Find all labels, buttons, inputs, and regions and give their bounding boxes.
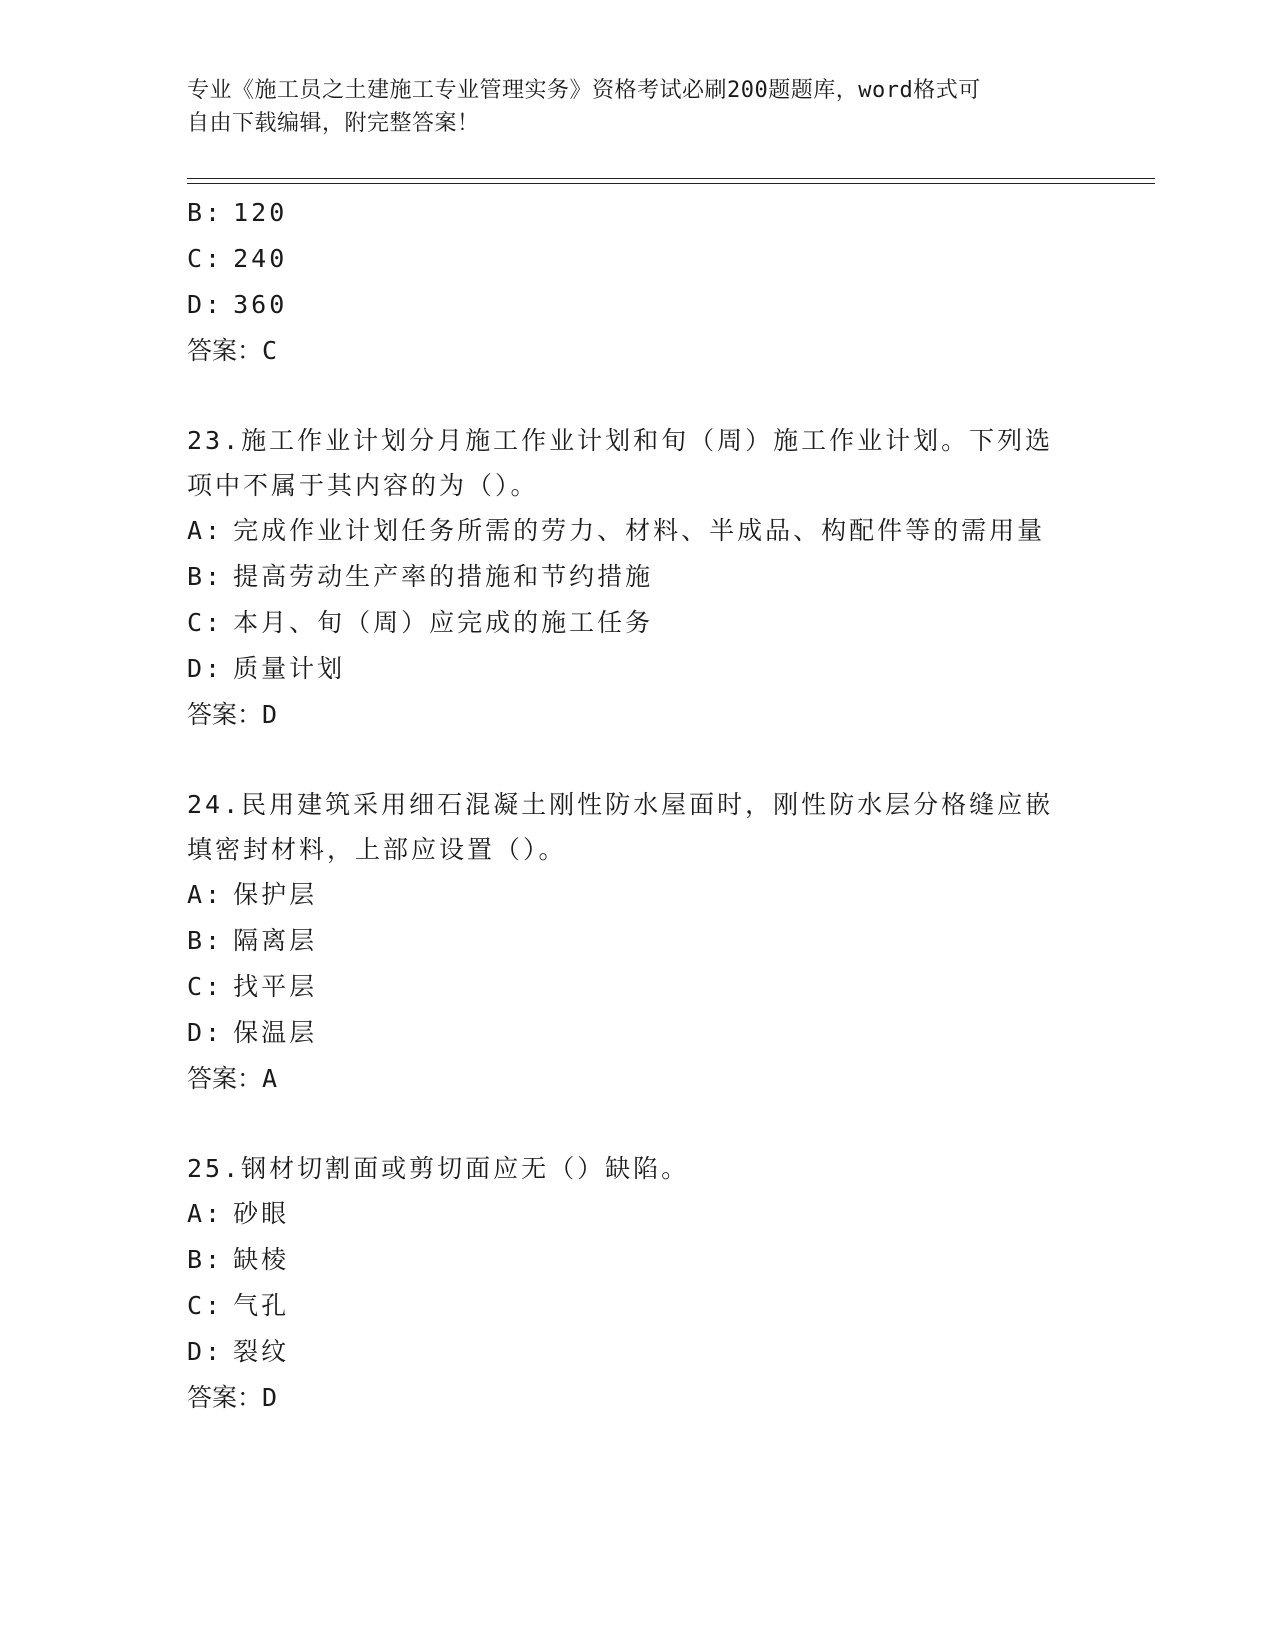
option-text: 本月、旬（周）应完成的施工任务 [233,608,654,637]
option-a [187,508,1087,554]
question-stem-line-2: 填密封材料，上部应设置（）。 [187,835,567,864]
option-key: B: [187,926,224,955]
question-23 [187,418,1087,738]
answer-label: 答案： [187,1064,263,1093]
answer-value: D [262,1383,278,1412]
question-content [187,190,1087,1421]
answer-value: A [262,1064,278,1093]
option-c [187,600,1087,646]
answer-label: 答案： [187,1383,263,1412]
option-c [187,236,1087,282]
question-stem-line-1: 23.施工作业计划分月施工作业计划和旬（周）施工作业计划。下列选 [187,426,1054,455]
answer-value: C [262,336,278,365]
option-text: 完成作业计划任务所需的劳力、材料、半成品、构配件等的需用量 [233,516,1046,545]
option-key: C: [187,608,224,637]
answer-line [187,1375,1087,1421]
option-key: C: [187,1291,224,1320]
option-text: 360 [233,290,288,319]
option-text: 气孔 [233,1291,290,1320]
option-text: 质量计划 [233,654,346,683]
option-key: A: [187,1199,224,1228]
option-key: D: [187,1018,224,1047]
option-text: 保温层 [233,1018,318,1047]
option-text: 裂纹 [233,1337,290,1366]
option-key: D: [187,654,224,683]
option-key: B: [187,198,224,227]
question-stem-line-1: 24.民用建筑采用细石混凝土刚性防水屋面时，刚性防水层分格缝应嵌 [187,790,1054,819]
option-b [187,1237,1087,1283]
option-key: A: [187,516,224,545]
option-key: B: [187,562,224,591]
option-text: 120 [233,198,288,227]
answer-line [187,1056,1087,1102]
header-divider-top [187,178,1155,179]
answer-label: 答案： [187,700,263,729]
header-title-line-2: 自由下载编辑，附完整答案！ [187,111,480,136]
option-text: 提高劳动生产率的措施和节约措施 [233,562,654,591]
answer-line [187,692,1087,738]
option-b [187,918,1087,964]
option-text: 保护层 [233,880,318,909]
question-24 [187,782,1087,1102]
option-key: D: [187,1337,224,1366]
option-key: A: [187,880,224,909]
option-key: C: [187,244,224,273]
question-22-continued [187,190,1087,374]
question-25 [187,1146,1087,1421]
option-b [187,190,1087,236]
option-text: 砂眼 [233,1199,290,1228]
option-d [187,1010,1087,1056]
option-key: C: [187,972,224,1001]
answer-value: D [262,700,278,729]
header-divider-bottom [187,183,1155,184]
answer-line [187,328,1087,374]
answer-label: 答案： [187,336,263,365]
option-a [187,872,1087,918]
option-text: 隔离层 [233,926,318,955]
question-stem-line-1: 25.钢材切割面或剪切面应无（）缺陷。 [187,1154,690,1183]
option-b [187,554,1087,600]
option-d [187,1329,1087,1375]
option-c [187,1283,1087,1329]
option-text: 找平层 [233,972,318,1001]
header-title-line-1: 专业《施工员之土建施工专业管理实务》资格考试必刷200题题库，word格式可 [187,78,981,103]
option-key: D: [187,290,224,319]
option-d [187,646,1087,692]
option-text: 缺棱 [233,1245,290,1274]
option-d [187,282,1087,328]
document-header [187,74,1087,140]
option-key: B: [187,1245,224,1274]
option-a [187,1191,1087,1237]
question-stem-line-2: 项中不属于其内容的为（）。 [187,471,539,500]
option-c [187,964,1087,1010]
option-text: 240 [233,244,288,273]
